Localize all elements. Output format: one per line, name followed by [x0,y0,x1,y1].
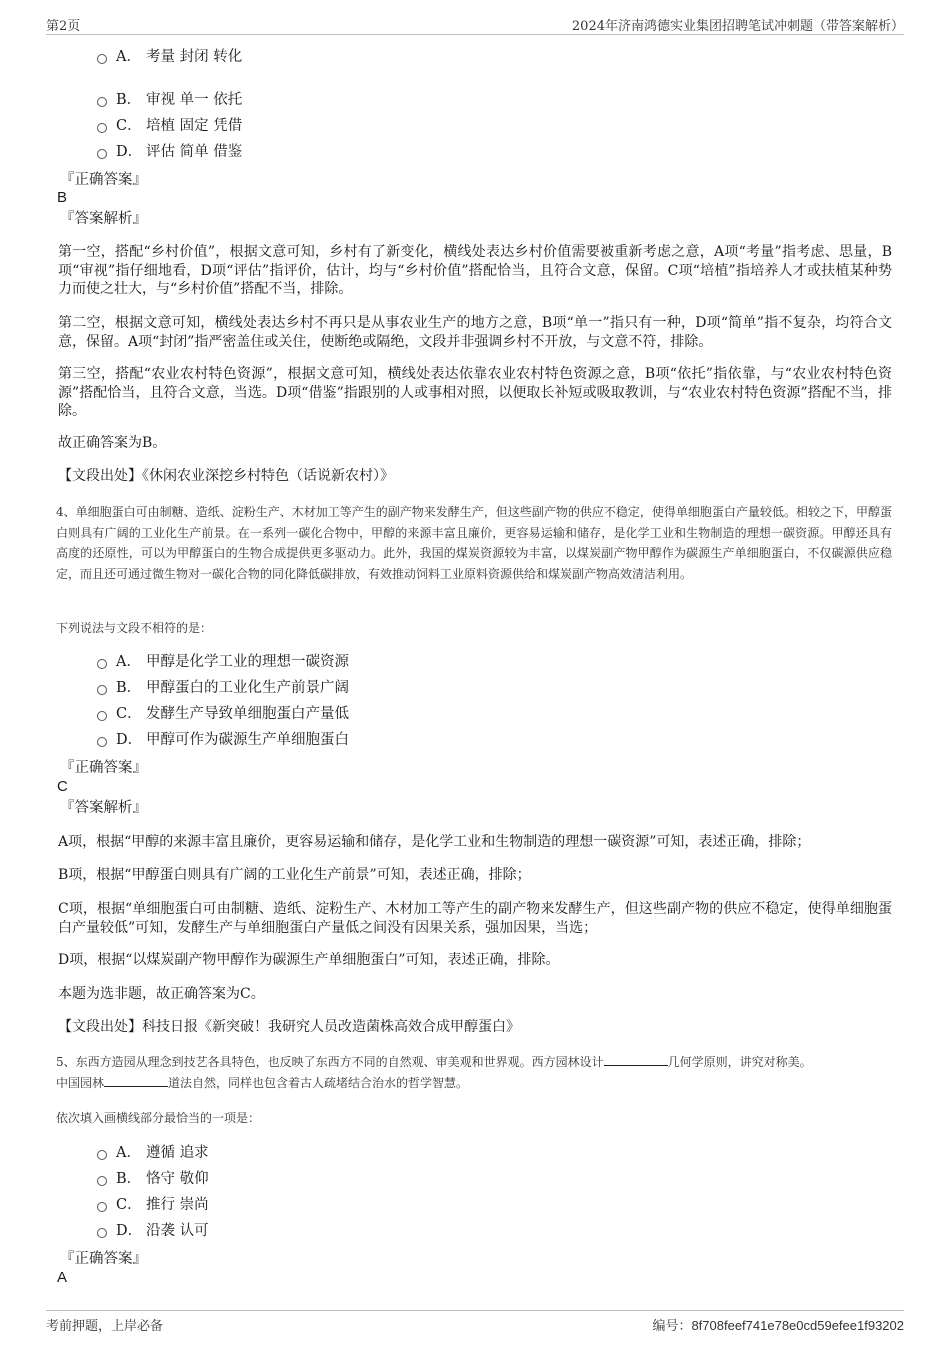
radio-icon[interactable] [97,1202,107,1212]
q5-stem: 5、东西方造园从理念到技艺各具特色，也反映了东西方不同的自然观、审美观和世界观。西方园林设计 几何学原则，讲究对称美。 中国园林 道法自然，同样也包含着古人疏堵结合治水的哲学智慧。 [56,1055,812,1090]
q4-analysis-b: B项，根据“甲醇蛋白则具有广阔的工业化生产前景”可知，表述正确，排除； [58,867,531,883]
q4-option-d[interactable]: D． 甲醇可作为碳源生产单细胞蛋白 [97,730,349,750]
q4-stem: 4、单细胞蛋白可由制糖、造纸、淀粉生产、木材加工等产生的副产物来发酵生产，但这些副产物的供应不稳定，使得单细胞蛋白产量较低。相较之下，甲醇蛋白则具有广阔的工业化生产前景。在一系列一碳化合物中，甲醇的来源丰富且廉价，更容易运输和储存，是化学工业和生物制造的理想一碳资源。甲醇还具有高度的还原性，可以为甲醇蛋白的生物合成提供更多驱动力。此外，我国的煤炭资源较为丰富，以煤炭副产物甲醇作为碳源生产单细胞蛋白，不仅碳源供应稳定，而且还可通过微生物对一碳化合物的同化降低碳排放，有效推动饲料工业原料资源供给和煤炭副产物高效清洁利用。 [56,505,892,581]
fill-blank-2[interactable] [104,1074,168,1087]
q3-answer-label: 『正确答案』 [60,172,147,188]
q5-option-a[interactable]: A． 遵循 追求 [97,1143,209,1163]
document-title: 2024年济南鸿德实业集团招聘笔试冲刺题（带答案解析） [571,19,904,34]
q4-answer: C [57,778,68,795]
q3-analysis-1: 第一空，搭配“乡村价值”，根据文意可知，乡村有了新变化，横线处表达乡村价值需要被重新考虑之意，A项“考量”指考虑、思量，B项“审视”指仔细地看，D项“评估”指评价，估计，均与“乡村价值”搭配恰当，且符合文意，保留。C项“培植”指培养人才或扶植某种势力而使之壮大，与“乡村价值”搭配不当，排除。 [58,244,892,297]
radio-icon[interactable] [97,123,107,133]
q3-option-a[interactable]: A． 考量 封闭 转化 [97,47,242,67]
q5-option-c[interactable]: C． 推行 崇尚 [97,1195,209,1215]
q3-conclusion: 故正确答案为B。 [58,435,167,451]
radio-icon[interactable] [97,685,107,695]
radio-icon[interactable] [97,149,107,159]
q4-analysis-label: 『答案解析』 [60,800,147,816]
q3-option-d[interactable]: D． 评估 简单 借鉴 [97,142,242,162]
footer-slogan: 考前押题，上岸必备 [46,1319,164,1334]
page-number: 第2页 [46,19,81,34]
q4-source: 【文段出处】科技日报《新突破！我研究人员改造菌株高效合成甲醇蛋白》 [58,1019,520,1035]
q3-option-c[interactable]: C． 培植 固定 凭借 [97,116,242,136]
q5-question: 依次填入画横线部分最恰当的一项是： [56,1111,261,1125]
radio-icon[interactable] [97,1228,107,1238]
q4-option-a[interactable]: A． 甲醇是化学工业的理想一碳资源 [97,652,349,672]
q3-option-b[interactable]: B． 审视 单一 依托 [97,90,242,110]
radio-icon[interactable] [97,1176,107,1186]
q5-answer: A [57,1269,68,1286]
q4-option-b[interactable]: B． 甲醇蛋白的工业化生产前景广阔 [97,678,349,698]
q4-analysis-a: A项，根据“甲醇的来源丰富且廉价，更容易运输和储存，是化学工业和生物制造的理想一碳资源”可知，表述正确，排除； [58,834,811,850]
q4-answer-label: 『正确答案』 [60,760,147,776]
q3-answer: B [57,189,68,206]
page-footer [46,1310,904,1337]
radio-icon[interactable] [97,737,107,747]
q3-analysis-label: 『答案解析』 [60,211,147,227]
radio-icon[interactable] [97,54,107,64]
q5-option-d[interactable]: D． 沿袭 认可 [97,1221,209,1241]
q4-conclusion: 本题为选非题，故正确答案为C。 [58,986,265,1002]
radio-icon[interactable] [97,659,107,669]
document-code: 编号：8f708feef741e78e0cd59efee1f93202 [652,1318,904,1334]
q3-analysis-2: 第二空，根据文意可知，横线处表达乡村不再只是从事农业生产的地方之意，B项“单一”指只有一种，D项“简单”指不复杂，均符合文意，保留。A项“封闭”指严密盖住或关住，使断绝或隔绝，文段并非强调乡村不开放，与文意不符，排除。 [58,315,892,350]
q4-question: 下列说法与文段不相符的是： [56,621,213,635]
q4-analysis-c: C项，根据“单细胞蛋白可由制糖、造纸、淀粉生产、木材加工等产生的副产物来发酵生产，但这些副产物的供应不稳定，使得单细胞蛋白产量较低”可知，发酵生产与单细胞蛋白产量低之间没有因果关系，强加因果，当选； [58,901,892,936]
fill-blank-1[interactable] [604,1053,668,1066]
page-header [46,14,904,35]
radio-icon[interactable] [97,97,107,107]
q5-option-b[interactable]: B． 恪守 敬仰 [97,1169,209,1189]
q4-analysis-d: D项，根据“以煤炭副产物甲醇作为碳源生产单细胞蛋白”可知，表述正确，排除。 [58,952,560,968]
q3-analysis-3: 第三空，搭配“农业农村特色资源”，根据文意可知，横线处表达依靠农业农村特色资源之意，B项“依托”指依靠，与“农业农村特色资源”搭配恰当，且符合文意，当选。D项“借鉴”指跟别的人或事相对照，以便取长补短或吸取教训，与“农业农村特色资源”搭配不当，排除。 [58,366,892,419]
q3-source: 【文段出处】《休闲农业深挖乡村特色（话说新农村）》 [58,468,394,484]
q5-answer-label: 『正确答案』 [60,1251,147,1267]
radio-icon[interactable] [97,711,107,721]
q4-option-c[interactable]: C． 发酵生产导致单细胞蛋白产量低 [97,704,349,724]
radio-icon[interactable] [97,1150,107,1160]
